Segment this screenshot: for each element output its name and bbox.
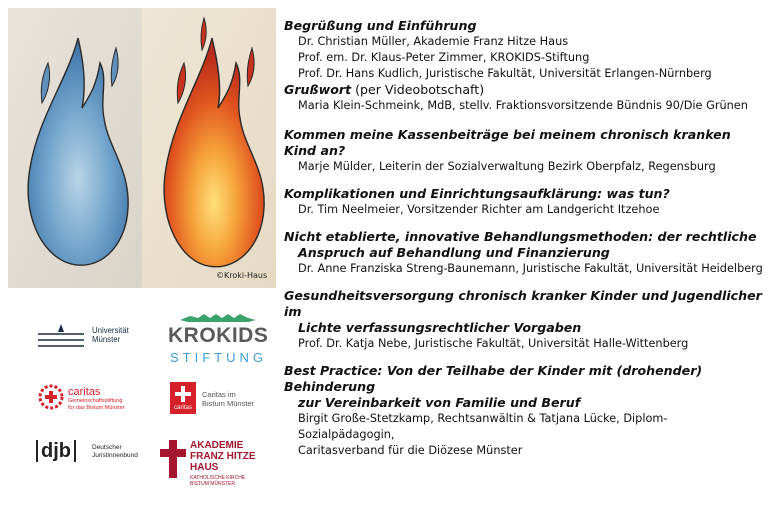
caritas-badge <box>170 382 196 414</box>
program-item-talk5 <box>284 363 764 459</box>
logo-caritas-bistum <box>170 382 280 418</box>
flame-artwork <box>8 8 276 288</box>
greeting-speaker-2: Prof. em. Dr. Klaus-Peter Zimmer, KROKIDS-Stiftung <box>298 51 590 64</box>
talk4-speaker: Prof. Dr. Katja Nebe, Juristische Fakultät, Universität Halle-Wittenberg <box>298 337 689 350</box>
logo-uni-muenster <box>36 320 146 354</box>
caritas-bistum-line2: Bistum Münster <box>202 399 255 408</box>
talk3-speaker: Dr. Anne Franziska Streng-Baunemann, Juristische Fakultät, Universität Heidelberg <box>298 262 763 275</box>
grusswort-note: (per Videobotschaft) <box>351 82 485 97</box>
akademie-line2: FRANZ HITZE HAUS <box>190 451 256 473</box>
talk1-speaker: Marje Mülder, Leiterin der Sozialverwaltung Bezirk Oberpfalz, Regensburg <box>298 160 716 173</box>
akademie-line3: KATHOLISCHE KIRCHE <box>190 475 246 481</box>
greeting-speaker-3: Prof. Dr. Hans Kudlich, Juristische Fakultät, Universität Erlangen-Nürnberg <box>298 67 712 80</box>
caritas-cross-icon <box>174 385 192 403</box>
flame-paintings <box>8 8 276 288</box>
greeting-speaker-1: Dr. Christian Müller, Akademie Franz Hitze Haus <box>298 35 569 48</box>
logo-akademie-franz-hitze-haus <box>160 440 285 488</box>
logo-djb <box>36 440 156 470</box>
talk3-title <box>284 229 764 261</box>
program-item-talk1 <box>284 127 764 175</box>
uni-muenster-line2: Münster <box>92 335 121 344</box>
grusswort-speaker: Maria Klein-Schmeink, MdB, stellv. Fraktionsvorsitzende Bündnis 90/Die Grünen <box>298 99 748 112</box>
talk5-speaker-line1: Birgit Große-Stetzkamp, Rechtsanwältin & Tatjana Lücke, Diplom-Sozialpädagogin, <box>298 412 668 441</box>
program-item-greeting <box>284 18 764 82</box>
caritas-g-line2: für das Bistum Münster <box>68 404 125 411</box>
caritas-wordmark: caritas <box>68 386 101 398</box>
talk4-title <box>284 288 764 336</box>
talk5-title-line2: zur Vereinbarkeit von Familie und Beruf <box>298 395 581 410</box>
artwork-credit: ©Kroki-Haus <box>216 271 268 280</box>
caritas-flame-cross-icon <box>36 382 66 412</box>
talk5-title-line1: Best Practice: Von der Teilhabe der Kinder mit (drohender) Behinderung <box>284 363 703 394</box>
grusswort-title-line <box>284 82 764 98</box>
greeting-title: Begrüßung und Einführung <box>284 18 477 33</box>
talk2-title: Komplikationen und Einrichtungsaufklärung: was tun? <box>284 186 670 201</box>
program-item-talk4 <box>284 288 764 352</box>
logo-caritas-gemeinschaftsstiftung <box>36 382 156 422</box>
partner-logos <box>30 310 280 500</box>
djb-abbr: djb <box>36 440 76 462</box>
talk5-speaker-line2: Caritasverband für die Diözese Münster <box>298 444 523 457</box>
talk3-title-line1: Nicht etablierte, innovative Behandlungsmethoden: der rechtliche <box>284 229 757 244</box>
akademie-line4: BISTUM MÜNSTER <box>190 481 235 487</box>
program-item-grusswort <box>284 82 764 114</box>
uni-muenster-line1: Universität <box>92 326 129 335</box>
logo-krokids <box>168 310 278 370</box>
uni-muenster-mark-icon <box>36 320 86 350</box>
caritas-g-line1: Gemeinschaftsstiftung <box>68 398 123 404</box>
krokids-stiftung: STIFTUNG <box>170 350 267 365</box>
djb-line1: Deutscher <box>92 444 122 451</box>
program <box>284 18 764 470</box>
talk3-title-line2: Anspruch auf Behandlung und Finanzierung <box>298 245 610 260</box>
program-item-talk2 <box>284 186 764 218</box>
grusswort-title: Grußwort <box>284 82 352 97</box>
program-item-talk3 <box>284 229 764 277</box>
talk4-title-line1: Gesundheitsversorgung chronisch kranker Kinder und Jugendlicher im <box>284 288 762 319</box>
djb-line2: Juristinnenbund <box>92 452 138 459</box>
caritas-bistum-line1: Caritas im <box>202 390 236 399</box>
talk2-speaker: Dr. Tim Neelmeier, Vorsitzender Richter am Landgericht Itzehoe <box>298 203 660 216</box>
akademie-line1: AKADEMIE <box>190 440 244 451</box>
talk1-title: Kommen meine Kassenbeiträge bei meinem chronisch kranken Kind an? <box>284 127 731 158</box>
caritas-badge-text: caritas <box>174 405 192 411</box>
krokids-name: KROKIDS <box>168 324 269 347</box>
talk4-title-line2: Lichte verfassungsrechtlicher Vorgaben <box>298 320 582 335</box>
talk5-title <box>284 363 764 411</box>
akademie-cross-icon <box>160 440 186 478</box>
